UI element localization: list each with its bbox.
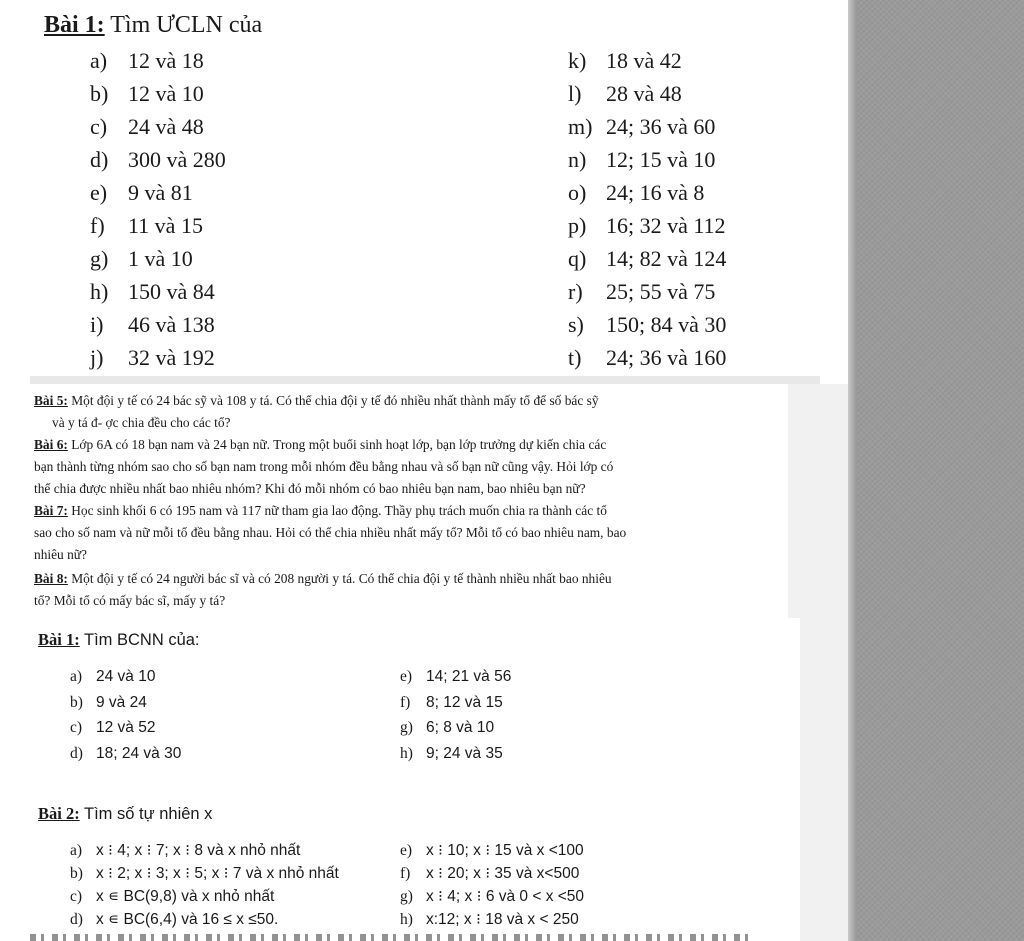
exercise-item [70, 719, 155, 737]
grey-page-margin [848, 0, 1024, 941]
problem-paragraph [34, 434, 758, 500]
exercise-item [70, 694, 147, 712]
item-label: g) [400, 719, 413, 736]
item-label: g) [400, 888, 413, 905]
exercise-item [90, 114, 204, 140]
item-text: 6; 8 và 10 [426, 719, 495, 736]
item-label: b) [70, 865, 83, 882]
item-text: 12 và 52 [96, 719, 156, 736]
item-label: l) [568, 81, 582, 106]
item-text: x:12; x ⁝ 18 và x < 250 [426, 911, 579, 928]
exercise-number: Bài 2: [38, 804, 80, 823]
ucln-title [44, 12, 262, 39]
item-label: d) [70, 911, 83, 928]
item-label: h) [400, 911, 413, 928]
item-label: f) [400, 693, 411, 711]
bcnn-title [38, 630, 200, 650]
item-label: c) [90, 114, 108, 139]
problem-number: Bài 6: [34, 437, 68, 452]
item-label: e) [400, 668, 413, 685]
item-label: p) [568, 213, 587, 238]
problem-line [34, 568, 758, 590]
problem-text: Lớp 6A có 18 bạn nam và 24 bạn nữ. Trong một buổi sinh hoạt lớp, bạn lớp trưởng dự kiến chia các [71, 437, 607, 452]
item-label: e) [90, 180, 108, 205]
exercise-item [568, 312, 726, 338]
problem-text: và y tá đ- ợc chia đều cho các tổ? [52, 415, 231, 430]
item-text: x ⁝ 20; x ⁝ 35 và x<500 [426, 865, 580, 882]
exercise-item [90, 81, 204, 107]
item-text: 8; 12 và 15 [426, 693, 503, 711]
problem-number: Bài 7: [34, 503, 68, 518]
item-text: 28 và 48 [606, 81, 682, 106]
exercise-heading: Tìm ƯCLN của [104, 12, 263, 38]
item-label: f) [90, 213, 105, 238]
exercise-item [568, 180, 704, 206]
exercise-item [400, 694, 503, 712]
item-text: 9 và 81 [128, 180, 193, 205]
item-label: t) [568, 345, 582, 370]
problem-line [34, 434, 758, 456]
word-problems [30, 384, 788, 616]
item-text: 1 và 10 [128, 246, 193, 271]
exercise-item [568, 48, 682, 74]
problem-line [34, 522, 758, 544]
item-label: g) [90, 246, 109, 271]
exercise-item [400, 864, 579, 883]
page-gap [788, 384, 848, 618]
item-text: 32 và 192 [128, 345, 215, 370]
exercise-item [70, 864, 339, 883]
problem-paragraph [34, 390, 758, 434]
problem-text: Một đội y tế có 24 người bác sĩ và có 208 người y tá. Có thể chia đội y tế thành nhiều nhất bao nhiêu [71, 571, 612, 586]
exercise-item [90, 48, 204, 74]
item-text: 16; 32 và 112 [606, 213, 726, 238]
exercise-heading: Tìm BCNN của: [79, 631, 200, 649]
bcnn-exercise [30, 618, 800, 941]
problem-number: Bài 5: [34, 393, 68, 408]
exercise-item [400, 668, 511, 686]
exercise-item [400, 887, 584, 906]
item-label: d) [70, 744, 83, 762]
item-label: n) [568, 147, 587, 172]
item-text: 150 và 84 [128, 279, 215, 304]
item-label: j) [90, 345, 104, 370]
item-label: d) [90, 147, 109, 172]
exercise-item [90, 345, 215, 371]
item-label: a) [70, 668, 83, 685]
problem-text: thể chia được nhiều nhất bao nhiêu nhóm? Khi đó mỗi nhóm có bao nhiêu bạn nam, bao nhiêu bạn nữ? [34, 481, 586, 496]
exercise-item [90, 213, 203, 239]
exercise-item [568, 114, 715, 140]
exercise-item [400, 910, 579, 929]
problem-line [34, 478, 758, 500]
problem-text: tổ? Mỗi tổ có mấy bác sĩ, mấy y tá? [34, 593, 226, 608]
exercise-item [568, 147, 715, 173]
problem-line [34, 412, 758, 434]
exercise-item [70, 841, 300, 860]
problem-text: nhiêu nữ? [34, 547, 87, 562]
item-text: 9; 24 và 35 [426, 744, 503, 762]
item-text: x ⁝ 10; x ⁝ 15 và x <100 [426, 842, 584, 859]
item-label: s) [568, 312, 584, 337]
item-label: r) [568, 279, 583, 304]
item-text: 24 và 10 [96, 668, 156, 685]
problem-line [34, 500, 758, 522]
problem-paragraph [34, 568, 758, 612]
item-text: 14; 82 và 124 [606, 246, 727, 271]
item-label: h) [400, 744, 413, 762]
exercise-number: Bài 1: [38, 630, 80, 649]
item-text: x ⁝ 4; x ⁝ 6 và 0 < x <50 [426, 888, 585, 905]
item-text: 12 và 10 [128, 81, 204, 106]
item-text: 24 và 48 [128, 114, 204, 139]
item-label: b) [90, 81, 109, 106]
exercise-item [70, 668, 155, 686]
exercise-item [568, 246, 726, 272]
problem-line [34, 590, 758, 612]
ucln-exercise [30, 8, 820, 376]
exercise-item [568, 213, 726, 239]
exercise-item [90, 312, 215, 338]
item-label: q) [568, 246, 587, 271]
item-text: 11 và 15 [128, 213, 203, 238]
item-text: 12; 15 và 10 [606, 147, 716, 172]
problem-text: sao cho số nam và nữ mỗi tổ đều bằng nhau. Hỏi có thể chia nhiều nhất mấy tổ? Mỗi tổ có bao nhiêu nam, bao [34, 525, 627, 540]
tunhien-title [38, 804, 212, 824]
problem-text: Một đội y tế có 24 bác sỹ và 108 y tá. Có thể chia đội y tế đó nhiều nhất thành mấy tổ để số bác sỹ [71, 393, 599, 408]
exercise-item [568, 81, 682, 107]
item-text: x ⁝ 4; x ⁝ 7; x ⁝ 8 và x nhỏ nhất [96, 842, 301, 859]
item-text: 14; 21 và 56 [426, 668, 512, 685]
item-label: h) [90, 279, 109, 304]
item-label: c) [70, 888, 83, 905]
item-label: k) [568, 48, 587, 73]
item-label: f) [400, 865, 411, 882]
problem-text: Học sinh khối 6 có 195 nam và 117 nữ tham gia lao động. Thầy phụ trách muốn chia ra thành các tổ [71, 503, 607, 518]
item-text: 24; 36 và 160 [606, 345, 727, 370]
item-label: b) [70, 693, 83, 711]
item-label: c) [70, 719, 83, 736]
item-label: o) [568, 180, 587, 205]
item-text: 24; 16 và 8 [606, 180, 705, 205]
exercise-item [400, 745, 503, 763]
exercise-item [568, 279, 715, 305]
exercise-item [90, 180, 193, 206]
problem-paragraph [34, 500, 758, 566]
problem-line [34, 544, 758, 566]
item-label: m) [568, 114, 593, 139]
item-text: 18 và 42 [606, 48, 682, 73]
item-text: 46 và 138 [128, 312, 215, 337]
item-text: 9 và 24 [96, 693, 147, 711]
exercise-item [90, 279, 215, 305]
item-text: 25; 55 và 75 [606, 279, 716, 304]
problem-number: Bài 8: [34, 571, 68, 586]
item-text: 150; 84 và 30 [606, 312, 727, 337]
item-text: x ∊ BC(6,4) và 16 ≤ x ≤50. [96, 911, 279, 928]
item-label: a) [90, 48, 108, 73]
exercise-item [70, 887, 274, 906]
problem-line [34, 390, 758, 412]
item-text: x ∊ BC(9,8) và x nhỏ nhất [96, 888, 275, 905]
problem-text: bạn thành từng nhóm sao cho số bạn nam trong mỗi nhóm đều bằng nhau và số bạn nữ cũng vậy. Hỏi lớp có [34, 459, 614, 474]
item-label: i) [90, 312, 104, 337]
cut-off-text-line [30, 934, 750, 941]
exercise-item [568, 345, 726, 371]
exercise-item [90, 246, 193, 272]
item-label: a) [70, 842, 83, 859]
exercise-heading: Tìm số tự nhiên x [79, 805, 213, 823]
exercise-item [90, 147, 226, 173]
exercise-item [400, 841, 584, 860]
item-text: x ⁝ 2; x ⁝ 3; x ⁝ 5; x ⁝ 7 và x nhỏ nhất [96, 865, 339, 882]
item-text: 12 và 18 [128, 48, 204, 73]
item-label: e) [400, 842, 413, 859]
page-gap [800, 618, 848, 941]
exercise-item [70, 910, 278, 929]
problem-line [34, 456, 758, 478]
exercise-item [400, 719, 494, 737]
item-text: 18; 24 và 30 [96, 744, 182, 762]
item-text: 24; 36 và 60 [606, 114, 716, 139]
item-text: 300 và 280 [128, 147, 226, 172]
exercise-item [70, 745, 181, 763]
page-gap [30, 376, 820, 384]
exercise-number: Bài 1: [44, 12, 105, 38]
